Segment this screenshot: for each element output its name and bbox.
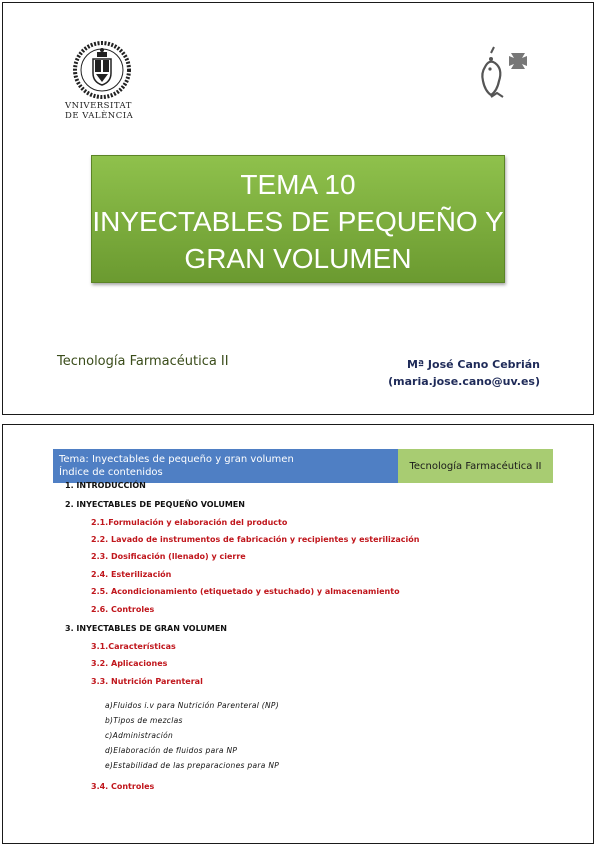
toc-item: 2.4. Esterilización [91,570,172,579]
toc-item: 2.3. Dosificación (llenado) y cierre [91,552,246,561]
header-topic: Tema: Inyectables de pequeño y gran volumen [59,454,294,465]
toc-item: 3.2. Aplicaciones [91,659,168,668]
toc-item: b)Tipos de mezclas [105,716,183,725]
header-course: Tecnología Farmacéutica II [409,460,542,472]
course-name: Tecnología Farmacéutica II [57,354,229,369]
author-email: (maria.jose.cano@uv.es) [388,375,540,388]
university-name-line1: VNIVERSITAT [65,101,132,111]
title-line-3: GRAN VOLUMEN [184,243,412,274]
toc-item: 2. INYECTABLES DE PEQUEÑO VOLUMEN [65,500,245,509]
toc-item: e)Estabilidad de las preparaciones para NP [105,761,280,770]
toc-item: 2.6. Controles [91,605,155,614]
author-name: Mª José Cano Cebrián [406,358,540,371]
index-slide [2,424,594,844]
university-name-line2: DE VALÈNCIA [65,111,134,121]
toc-item: d)Elaboración de fluidos para NP [105,746,238,755]
toc-item: c)Administración [105,731,174,740]
table-of-contents [3,425,593,843]
title-line-2: INYECTABLES DE PEQUEÑO Y [92,206,504,237]
title-slide [2,2,594,415]
toc-item: 2.2. Lavado de instrumentos de fabricación y recipientes y esterilización [91,535,420,544]
author-block [388,356,540,390]
title-line-1: TEMA 10 [240,169,356,200]
toc-item: 3.1.Características [91,642,176,651]
toc-item: 3.4. Controles [91,782,155,791]
university-seal-icon [71,41,133,99]
toc-item: 2.5. Acondicionamiento (etiquetado y estuchado) y almacenamiento [91,587,400,596]
toc-item: 2.1.Formulación y elaboración del producto [91,518,288,527]
header-subtitle: Índice de contenidos [59,467,163,478]
toc-item: 3.3. Nutrición Parenteral [91,677,203,686]
title-box [91,155,505,283]
university-wordmark [65,101,145,121]
toc-item: 3. INYECTABLES DE GRAN VOLUMEN [65,624,227,633]
toc-item: a)Fluidos i.v para Nutrición Parenteral (NP) [105,701,279,710]
toc-item: 1. INTRODUCCIÓN [65,481,146,490]
university-logo [65,41,141,127]
faculty-logo-icon [471,39,535,103]
